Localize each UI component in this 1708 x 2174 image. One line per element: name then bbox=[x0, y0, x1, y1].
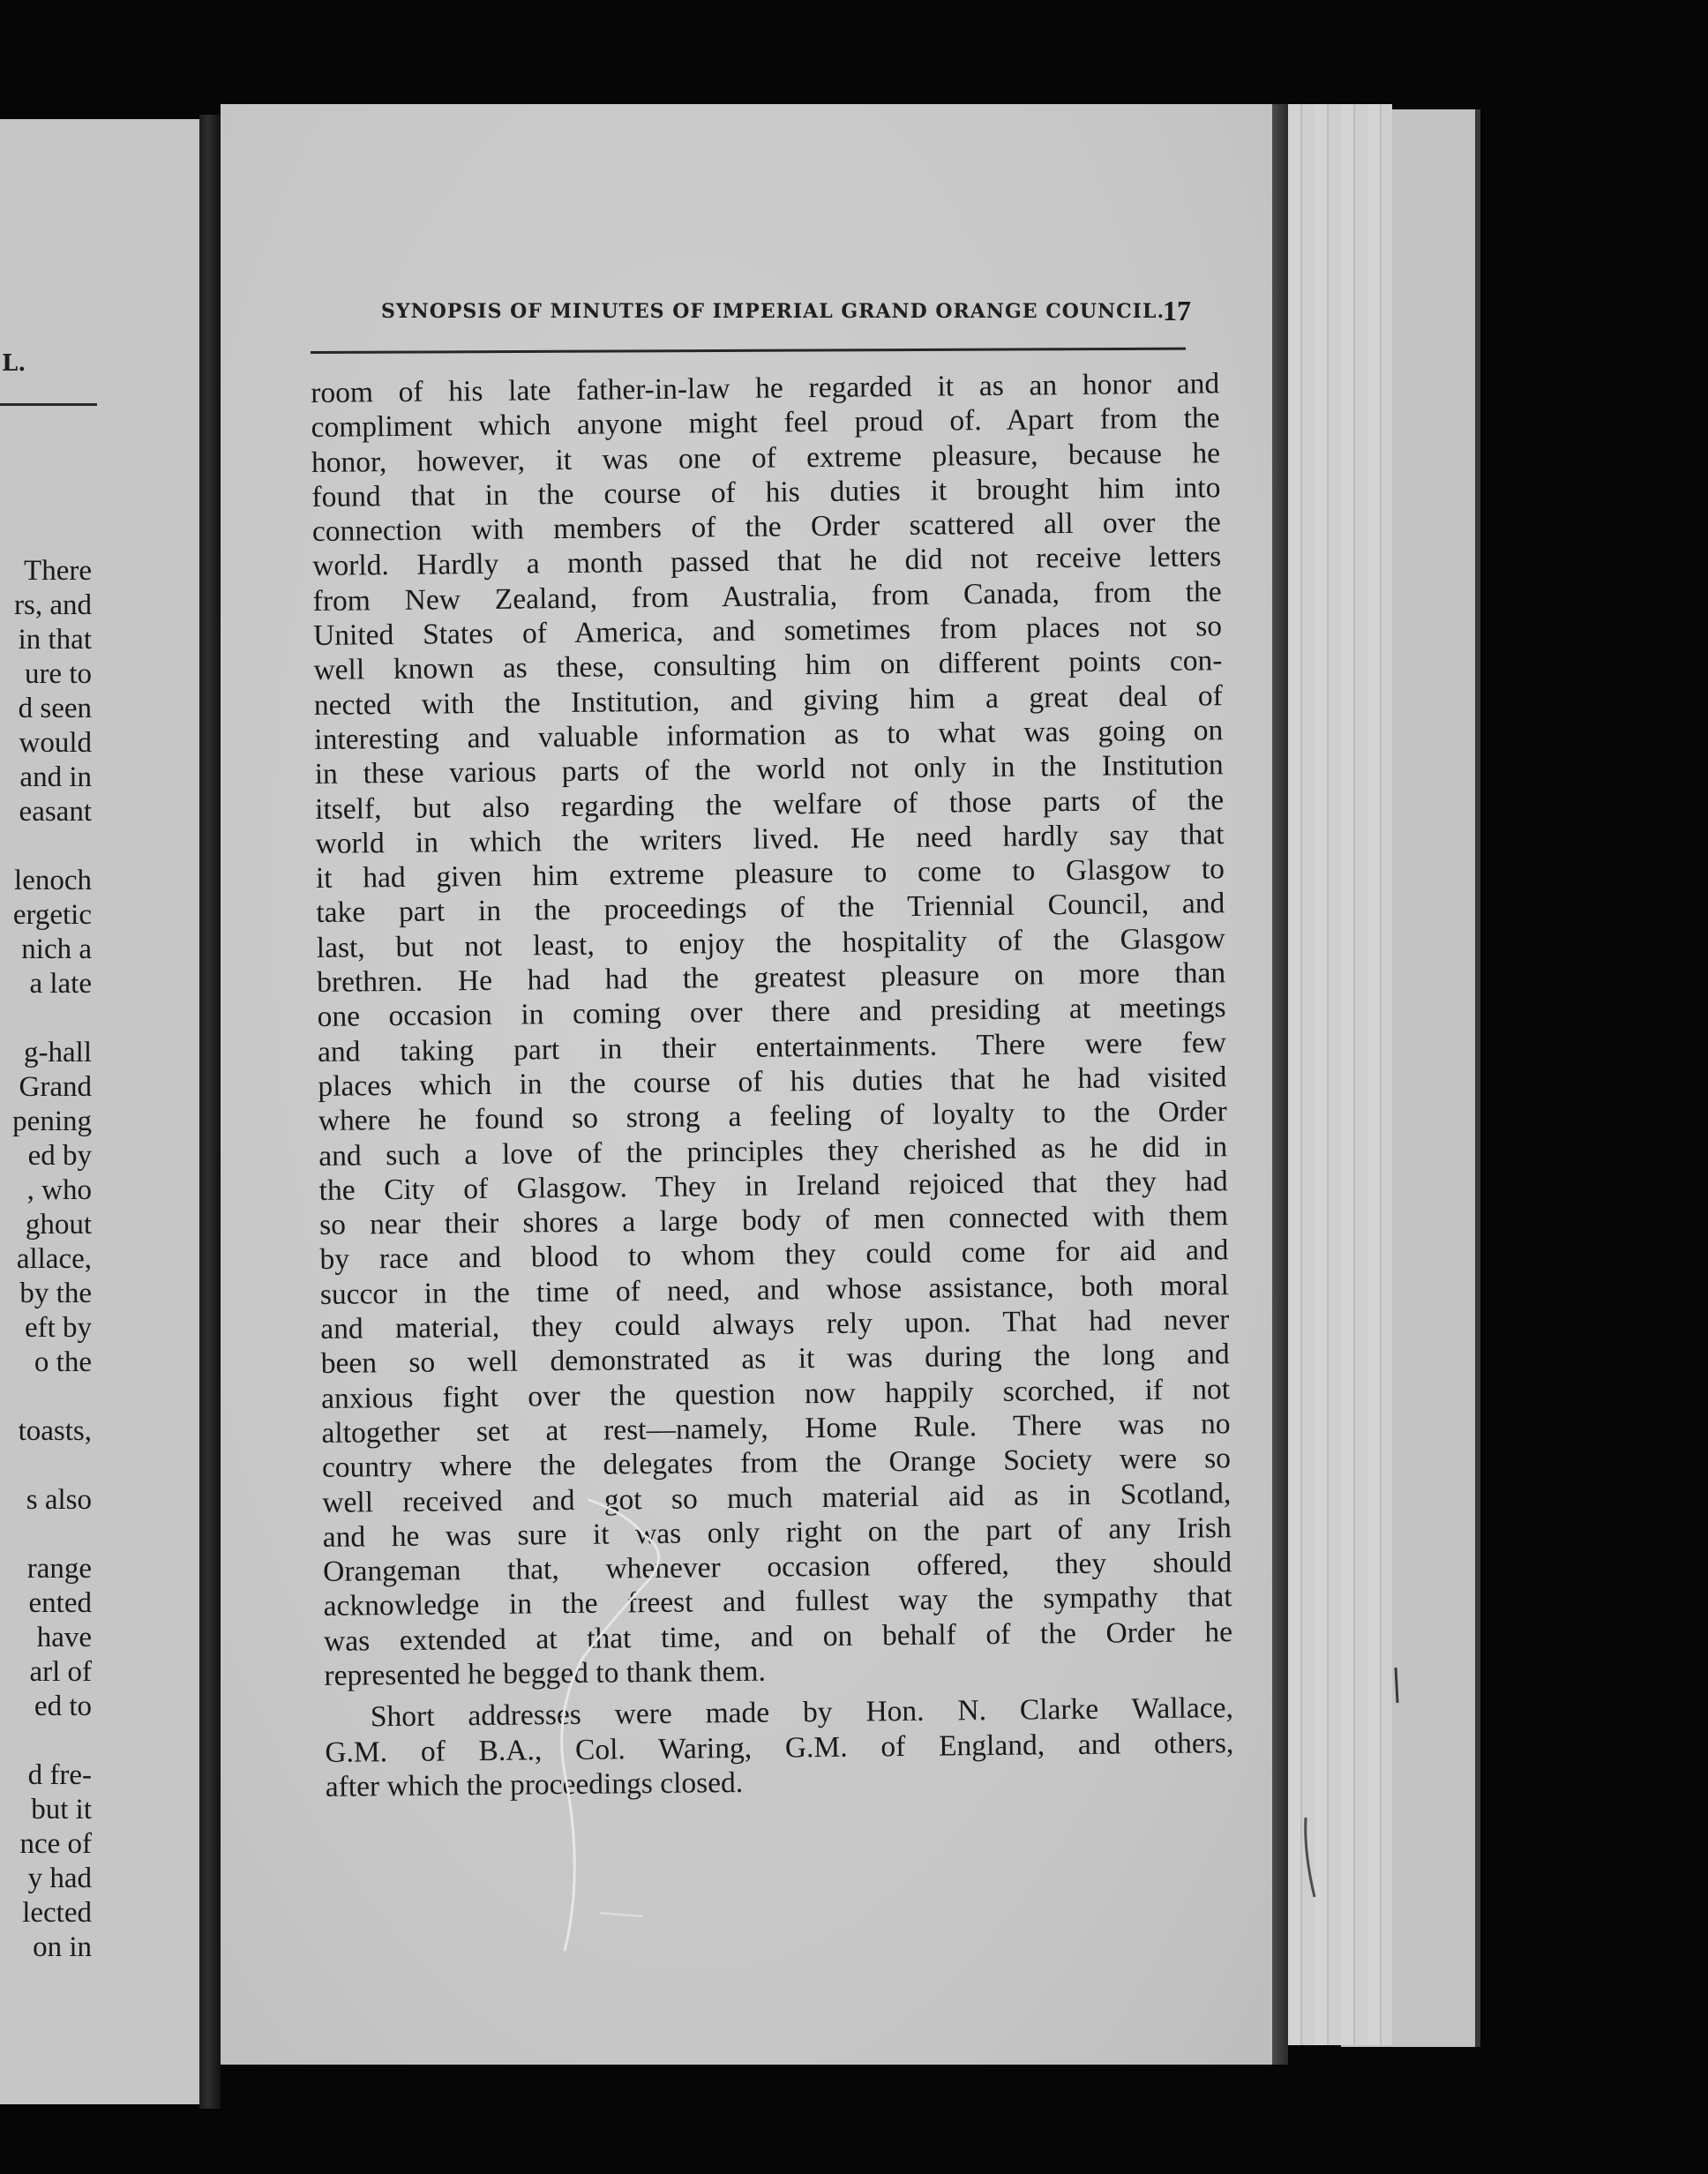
left-page-line: allace, bbox=[16, 1243, 92, 1275]
left-page-line: nich a bbox=[21, 933, 92, 965]
left-page-line: range bbox=[26, 1553, 92, 1585]
page-number: 17 bbox=[1163, 295, 1191, 326]
left-page-line: arl of bbox=[29, 1656, 92, 1688]
text-line: altogether set at rest—namely, Home Rule. There was no bbox=[321, 1407, 1231, 1450]
text-line: was extended at that time, and on behalf of the Order he bbox=[323, 1615, 1233, 1658]
text-line: places which in the course of his duties that he had visited bbox=[318, 1061, 1227, 1103]
text-line: interesting and valuable information as to what was going on bbox=[314, 714, 1224, 756]
left-page-line: have bbox=[36, 1622, 92, 1653]
text-line: country where the delegates from the Orange Society were so bbox=[321, 1442, 1232, 1485]
body-text bbox=[311, 366, 1234, 1804]
left-page-line: ented bbox=[28, 1587, 92, 1619]
left-page-text bbox=[0, 119, 92, 2104]
text-line: take part in the proceedings of the Triennial Council, and bbox=[316, 887, 1225, 930]
text-line: honor, however, it was one of extreme pleasure, because he bbox=[311, 436, 1221, 479]
left-page-line: , who bbox=[26, 1174, 92, 1206]
left-page-line: toasts, bbox=[18, 1415, 92, 1447]
left-running-head-fragment: L. bbox=[2, 350, 26, 377]
left-page-line: ghout bbox=[25, 1209, 92, 1241]
text-line: room of his late father-in-law he regarded it as an honor and bbox=[311, 367, 1220, 409]
left-page-line: easant bbox=[19, 796, 92, 828]
running-head: SYNOPSIS OF MINUTES OF IMPERIAL GRAND ORANGE COUNCIL. bbox=[381, 300, 1165, 323]
page-fold-shadow bbox=[1272, 104, 1288, 2065]
paragraph-2 bbox=[325, 1690, 1234, 1804]
left-page-line: g-hall bbox=[24, 1037, 92, 1068]
text-line: well known as these, consulting him on different points con- bbox=[313, 644, 1223, 687]
text-line: acknowledge in the freest and fullest way the sympathy that bbox=[323, 1580, 1232, 1623]
left-page-line: y had bbox=[27, 1863, 92, 1894]
text-line: represented he begged to thank them. bbox=[324, 1654, 767, 1692]
left-page-line: nce of bbox=[19, 1828, 92, 1860]
left-page-line: s also bbox=[26, 1484, 92, 1516]
left-page-line: ed to bbox=[34, 1690, 92, 1722]
text-line: Short addresses were made by Hon. N. Clarke Wallace, bbox=[370, 1691, 1234, 1734]
left-page-line: on in bbox=[33, 1931, 92, 1963]
text-line: well received and got so much material aid as in Scotland, bbox=[322, 1476, 1232, 1519]
text-line: connection with members of the Order scattered all over the bbox=[311, 506, 1221, 549]
left-page-line: d fre- bbox=[27, 1759, 92, 1791]
left-page-line: a late bbox=[29, 968, 92, 1000]
left-page-line: ure to bbox=[24, 658, 92, 690]
left-page-line: and in bbox=[19, 761, 92, 793]
text-line: where he found so strong a feeling of loyalty to the Order bbox=[318, 1095, 1227, 1138]
left-page-line: o the bbox=[34, 1346, 92, 1378]
left-page-line: ed by bbox=[27, 1140, 92, 1172]
left-page-fragment bbox=[0, 119, 205, 2104]
text-line: it had given him extreme pleasure to come to Glasgow to bbox=[315, 852, 1225, 896]
text-line: the City of Glasgow. They in Ireland rejoiced that they had bbox=[318, 1164, 1228, 1207]
text-line: nected with the Institution, and giving him a great deal of bbox=[313, 678, 1224, 722]
left-page-line: would bbox=[19, 727, 92, 759]
left-page-line: There bbox=[24, 555, 92, 587]
left-page-line: Grand bbox=[19, 1071, 92, 1103]
left-page-line: in that bbox=[18, 624, 92, 656]
left-page-line: lenoch bbox=[14, 865, 92, 896]
text-line: and such a love of the principles they cherished as he did in bbox=[318, 1129, 1228, 1173]
text-line: been so well demonstrated as it was during the long and bbox=[320, 1338, 1230, 1381]
text-line: succor in the time of need, and whose assistance, both moral bbox=[319, 1268, 1230, 1311]
text-line: after which the proceedings closed. bbox=[325, 1765, 744, 1803]
left-page-line: d seen bbox=[18, 693, 92, 724]
paragraph-1 bbox=[311, 366, 1233, 1693]
left-page-line: by the bbox=[19, 1278, 92, 1309]
text-line: from New Zealand, from Australia, from Canada, from the bbox=[312, 574, 1222, 618]
text-line: by race and blood to whom they could come for aid and bbox=[319, 1233, 1229, 1277]
left-page-line: rs, and bbox=[14, 589, 92, 621]
text-line: United States of America, and sometimes from places not so bbox=[312, 610, 1223, 653]
text-line: anxious fight over the question now happily scorched, if not bbox=[320, 1372, 1231, 1415]
left-page-line: but it bbox=[31, 1794, 92, 1825]
book-gutter bbox=[199, 115, 221, 2109]
text-line: last, but not least, to enjoy the hospitality of the Glasgow bbox=[316, 921, 1225, 964]
text-line: in these various parts of the world not only in the Institution bbox=[314, 748, 1224, 791]
page-edges bbox=[1288, 104, 1392, 2045]
text-line: itself, but also regarding the welfare of those parts of the bbox=[314, 783, 1225, 826]
text-line: and material, they could always rely upon. That had never bbox=[320, 1303, 1230, 1346]
left-page-line: ergetic bbox=[12, 899, 92, 931]
text-line: and taking part in their entertainments. There were few bbox=[317, 1025, 1227, 1068]
text-line: one occasion in coming over there and presiding at meetings bbox=[317, 991, 1226, 1034]
text-line: Orangeman that, whenever occasion offered, they should bbox=[323, 1546, 1232, 1589]
text-line: world in which the writers lived. He need hardly say that bbox=[315, 818, 1225, 860]
text-line: compliment which anyone might feel proud of. Apart from the bbox=[311, 401, 1220, 445]
text-line: world. Hardly a month passed that he did not receive letters bbox=[312, 540, 1222, 583]
text-line: and he was sure it was only right on the part of any Irish bbox=[322, 1511, 1232, 1554]
left-page-line: lected bbox=[22, 1897, 92, 1929]
left-page-line: pening bbox=[12, 1106, 92, 1137]
text-line: brethren. He had had the greatest pleasure on more than bbox=[317, 956, 1226, 1000]
text-line: so near their shores a large body of men connected with them bbox=[318, 1199, 1229, 1242]
left-page-line: eft by bbox=[24, 1312, 92, 1344]
text-line: found that in the course of his duties it brought him into bbox=[311, 471, 1221, 514]
text-line: G.M. of B.A., Col. Waring, G.M. of England, and others, bbox=[325, 1726, 1234, 1769]
